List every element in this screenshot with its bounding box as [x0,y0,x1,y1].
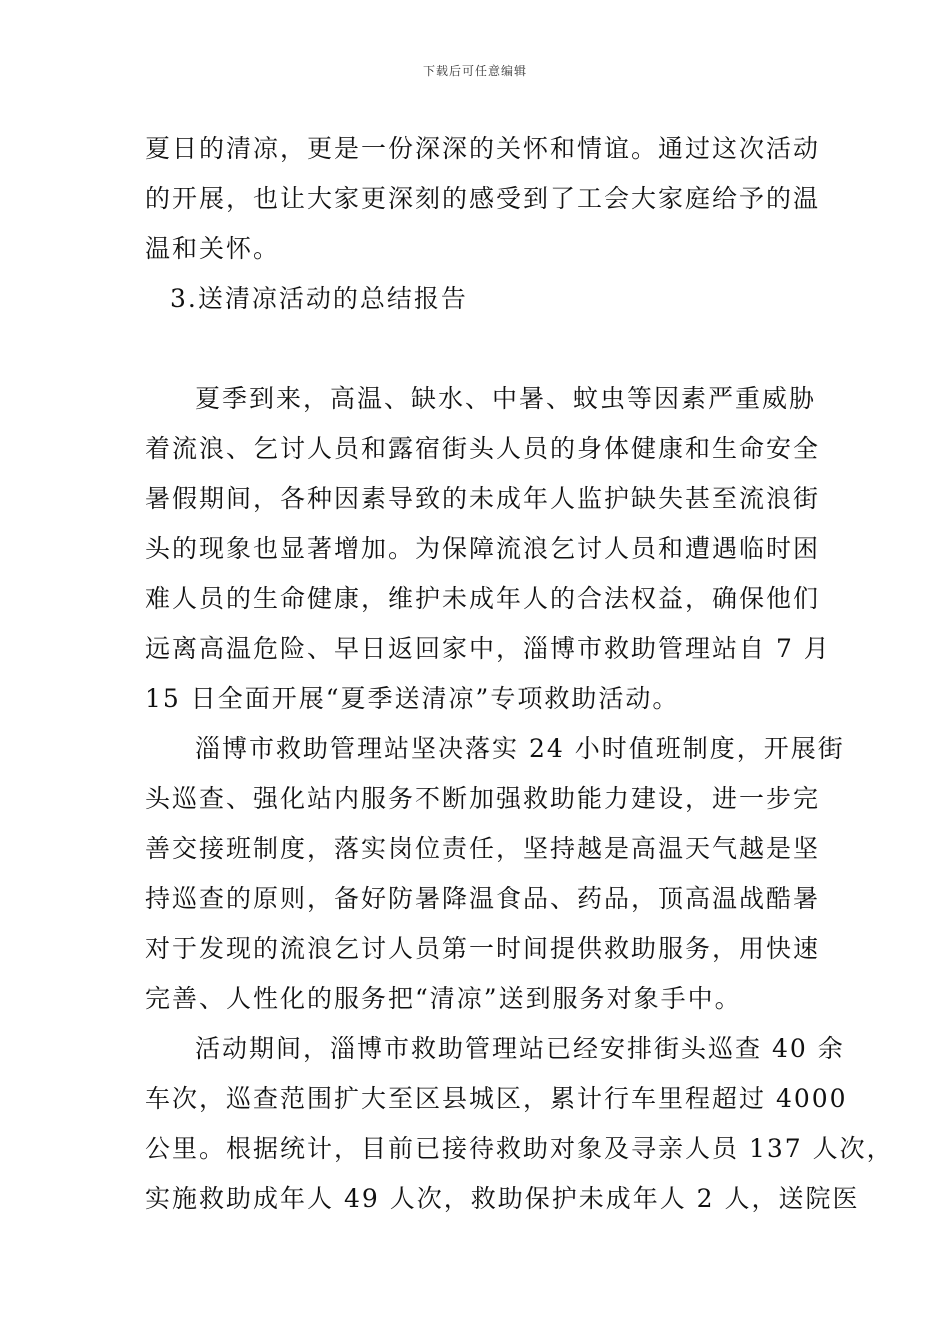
text-line: 远离高温危险、早日返回家中，淄博市救助管理站自 7 月 [145,634,831,663]
text-line: 着流浪、乞讨人员和露宿街头人员的身体健康和生命安全 [145,434,821,463]
text-line: 持巡查的原则，备好防暑降温食品、药品，顶高温战酷暑 [145,884,821,913]
text-line: 公里。根据统计，目前已接待救助对象及寻亲人员 137 人次， [145,1134,894,1163]
text-line: 头的现象也显著增加。为保障流浪乞讨人员和遭遇临时困 [145,534,821,563]
text-line: 难人员的生命健康，维护未成年人的合法权益，确保他们 [145,584,821,613]
text-line: 完善、人性化的服务把“清凉”送到服务对象手中。 [145,984,742,1013]
text-line: 善交接班制度，落实岗位责任，坚持越是高温天气越是坚 [145,834,821,863]
text-line: 暑假期间，各种因素导致的未成年人监护缺失甚至流浪街 [145,484,821,513]
text-line: 夏季到来，高温、缺水、中暑、蚊虫等因素严重威胁 [195,384,817,413]
text-line: 车次，巡查范围扩大至区县城区，累计行车里程超过 4000 [145,1084,848,1113]
text-line: 对于发现的流浪乞讨人员第一时间提供救助服务，用快速 [145,934,821,963]
text-line: 头巡查、强化站内服务不断加强救助能力建设，进一步完 [145,784,821,813]
text-line: 的开展，也让大家更深刻的感受到了工会大家庭给予的温 [145,184,821,213]
text-line: 夏日的清凉，更是一份深深的关怀和情谊。通过这次活动 [145,134,821,163]
page-header: 下载后可任意编辑 [422,64,527,78]
text-line: 15 日全面开展“夏季送清凉”专项救助活动。 [145,684,680,713]
text-line: 实施救助成年人 49 人次，救助保护未成年人 2 人，送院医 [145,1184,860,1213]
text-line: 淄博市救助管理站坚决落实 24 小时值班制度，开展街 [195,734,845,763]
text-line: 活动期间，淄博市救助管理站已经安排街头巡查 40 余 [195,1034,845,1063]
text-line: 温和关怀。 [145,234,281,263]
section-heading: 3.送清凉活动的总结报告 [170,284,468,313]
